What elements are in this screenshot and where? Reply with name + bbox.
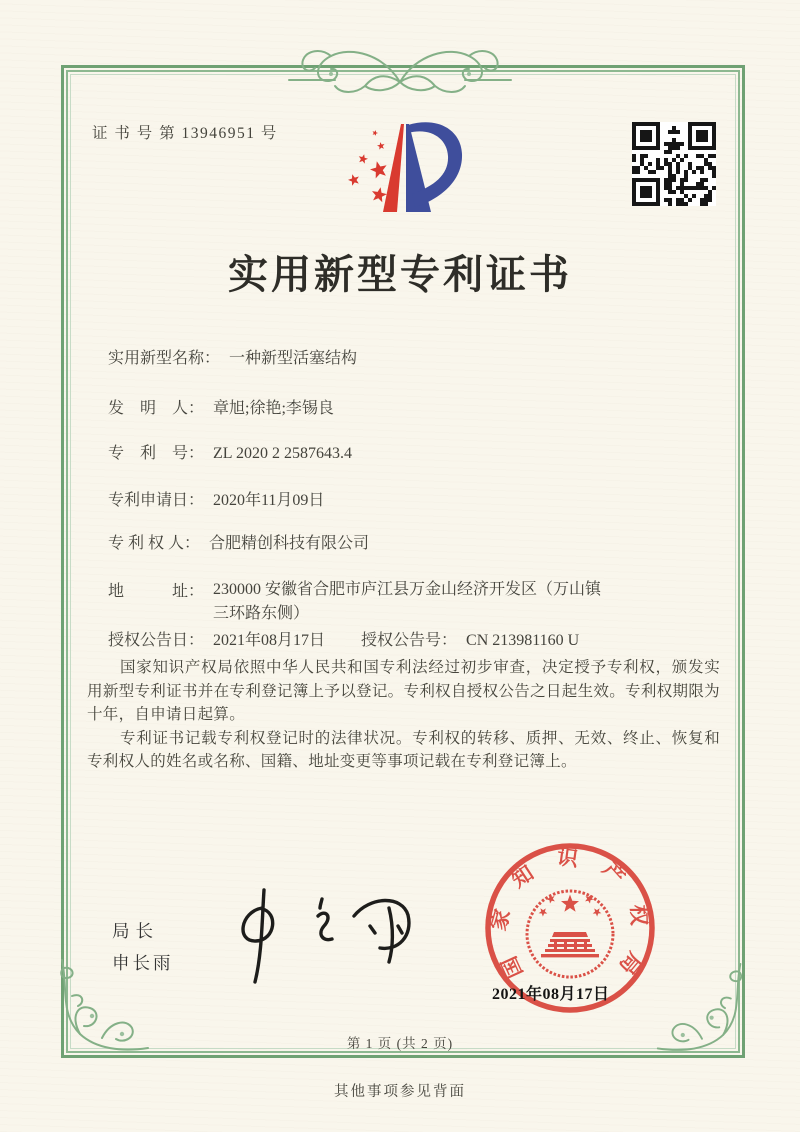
field-label: 专 利 权 人： [108, 535, 201, 552]
field-row-patentee [108, 530, 369, 553]
field-row-grant [108, 627, 579, 650]
field-value: 一种新型活塞结构 [229, 350, 358, 367]
seal-ring-text: 国家知识产权局 [486, 844, 652, 997]
address-line-2: 三环路东侧） [213, 605, 310, 622]
signature-script [222, 882, 427, 987]
certificate-title: 实用新型专利证书 [228, 252, 572, 297]
director-name: 申长雨 [112, 953, 174, 973]
field-label: 发 明 人： [108, 400, 205, 417]
field-value: 合肥精创科技有限公司 [209, 535, 370, 552]
body-paragraph: 专利证书记载专利权登记时的法律状况。专利权的转移、质押、无效、终止、恢复和专利权人的姓名或名称、国籍、地址变更等事项记载在专利登记簿上。 [87, 729, 720, 770]
seal-emblem-gate [541, 932, 599, 957]
field-row-filing-date [108, 487, 324, 510]
page-number: 第 1 页 (共 2 页) [346, 1036, 454, 1051]
field-value: 2020年11月09日 [213, 492, 325, 509]
field-row-name [108, 345, 357, 368]
body-paragraph: 国家知识产权局依照中华人民共和国专利法经过初步审查，决定授予专利权，颁发实用新型专利证书并在专利登记簿上予以登记。专利权自授权公告之日起生效。专利权期限为十年，自申请日起算。 [87, 659, 720, 723]
address-line-1: 230000 安徽省合肥市庐江县万金山经济开发区（万山镇 [213, 581, 602, 598]
field-row-patent-no [108, 440, 352, 463]
director-title: 局长 [112, 921, 159, 941]
field-label: 地 址： [108, 583, 205, 600]
seal-date: 2021年08月17日 [492, 986, 610, 1003]
field-value: 章旭;徐艳;李锡良 [213, 400, 334, 417]
qr-code [632, 122, 716, 206]
field-row-inventor [108, 395, 334, 418]
field-row-address [108, 578, 601, 626]
field-value: CN 213981160 U [466, 632, 580, 649]
cnipa-logo-icon [342, 116, 466, 216]
body-text [87, 656, 720, 774]
field-value: 2021年08月17日 [213, 632, 326, 649]
top-ornament-icon [285, 36, 515, 98]
cert-number: 证 书 号 第 13946951 号 [92, 125, 278, 142]
field-value: ZL 2020 2 2587643.4 [213, 445, 352, 462]
field-label: 实用新型名称： [108, 350, 221, 367]
field-label: 专利申请日： [108, 492, 205, 509]
field-value [213, 578, 601, 626]
field-label: 授权公告号： [361, 632, 458, 649]
field-label: 专 利 号： [108, 445, 205, 462]
back-note: 其他事项参见背面 [334, 1084, 466, 1100]
field-label: 授权公告日： [108, 632, 205, 649]
